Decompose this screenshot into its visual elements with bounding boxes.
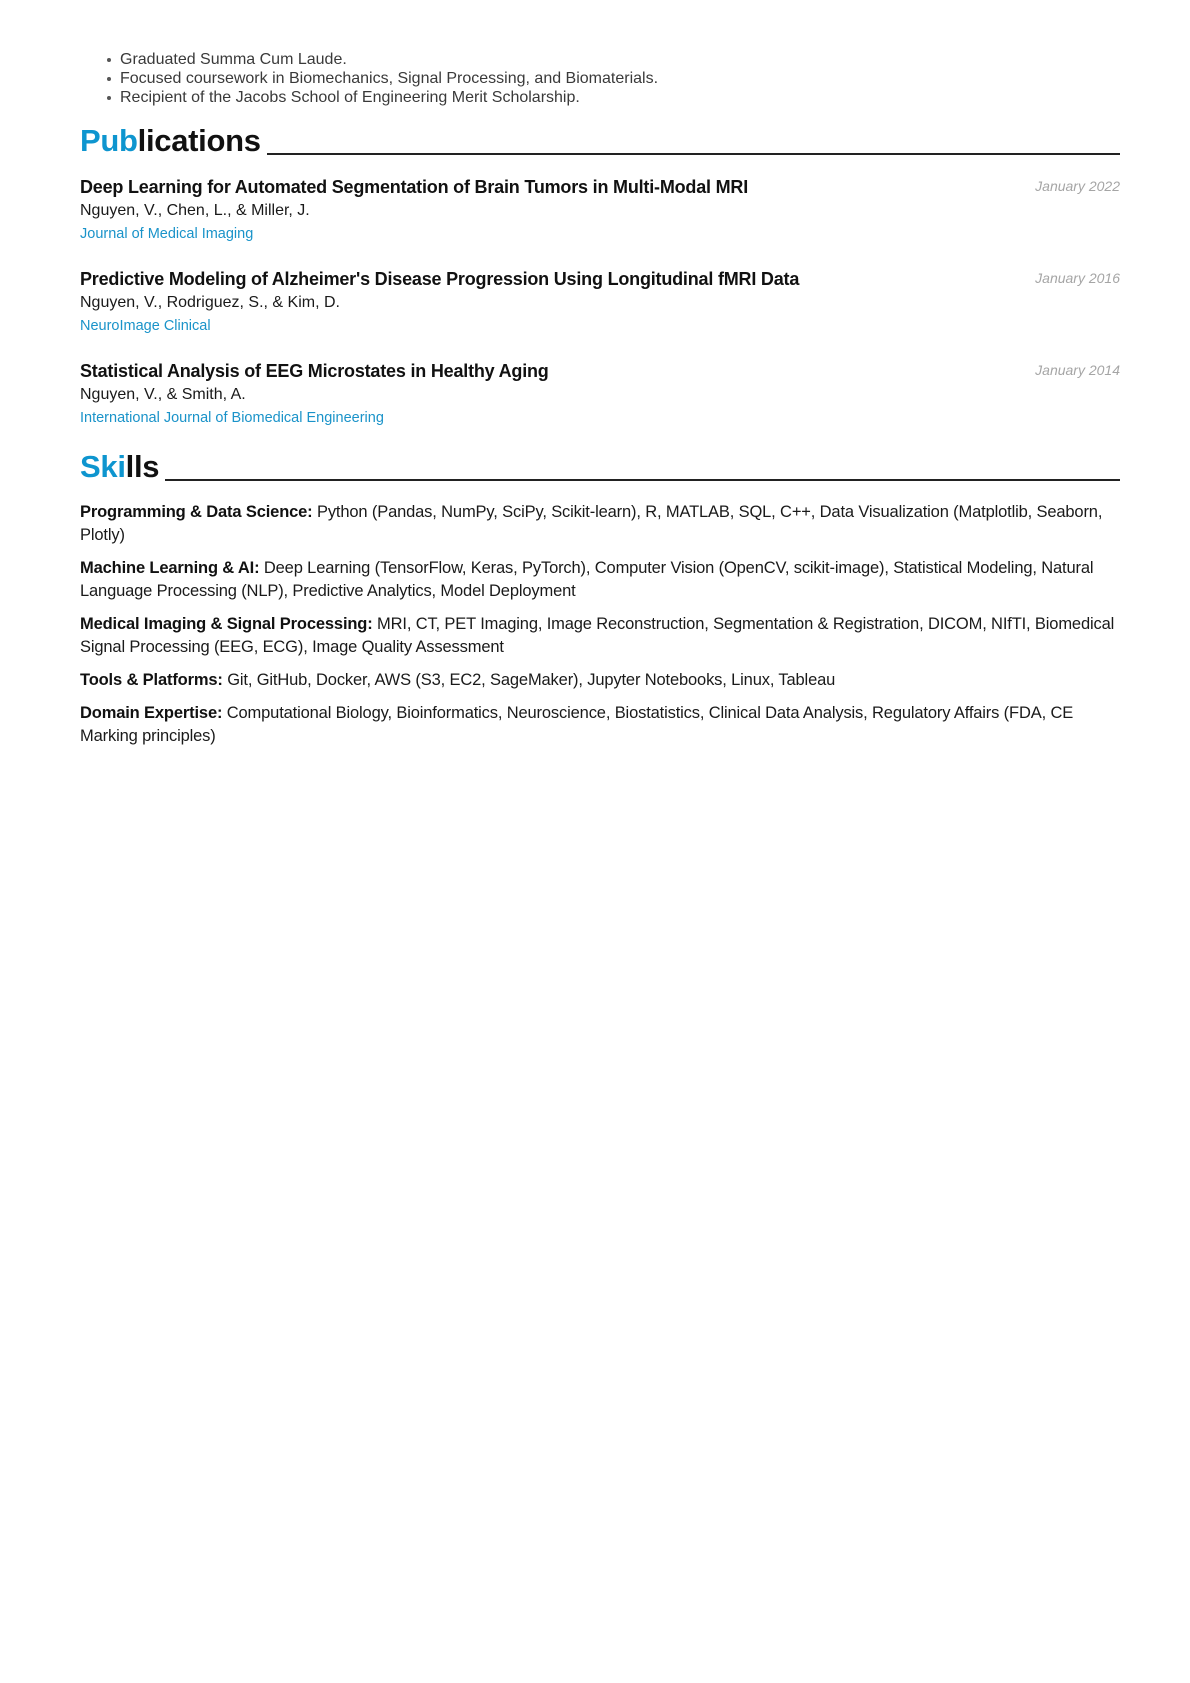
publication-title: Deep Learning for Automated Segmentation of Brain Tumors in Multi-Modal MRI — [80, 177, 749, 197]
skill-text: MRI, CT, PET Imaging, Image Reconstruction, Segmentation & Registration, DICOM, NIfTI, Biomedical Signal Processing (EEG, ECG), Image Quality Assessment — [80, 615, 1115, 656]
heading-accent: Pub — [80, 123, 138, 158]
publication-date: January 2014 — [1035, 362, 1120, 378]
skill-label: Medical Imaging & Signal Processing: — [80, 615, 373, 633]
publication-title: Statistical Analysis of EEG Microstates in Healthy Aging — [80, 361, 549, 381]
skill-text: Computational Biology, Bioinformatics, Neuroscience, Biostatistics, Clinical Data Analysis, Regulatory Affairs (FDA, CE Marking principles) — [80, 704, 1074, 745]
publication-authors: Nguyen, V., & Smith, A. — [80, 386, 246, 403]
publication-venue-link[interactable]: NeuroImage Clinical — [80, 318, 211, 334]
publication-entry — [80, 175, 1120, 245]
skills-title — [80, 447, 159, 487]
publication-entry — [80, 267, 1120, 337]
skill-label: Tools & Platforms: — [80, 671, 223, 689]
skill-text: Git, GitHub, Docker, AWS (S3, EC2, SageMaker), Jupyter Notebooks, Linux, Tableau — [227, 671, 836, 689]
heading-rest: lls — [125, 449, 160, 484]
education-bullet-list — [80, 50, 1120, 107]
publication-entry — [80, 359, 1120, 429]
publication-authors: Nguyen, V., Chen, L., & Miller, J. — [80, 202, 310, 219]
publication-date: January 2016 — [1035, 270, 1120, 286]
heading-rest: lications — [137, 123, 261, 158]
resume-page — [80, 50, 1120, 758]
skills-list — [80, 501, 1120, 748]
skill-item — [80, 501, 1120, 547]
publication-venue-link[interactable]: International Journal of Biomedical Engineering — [80, 410, 384, 426]
publications-heading — [80, 121, 1120, 161]
publications-title — [80, 121, 261, 161]
skill-label: Programming & Data Science: — [80, 503, 313, 521]
publication-date: January 2022 — [1035, 178, 1120, 194]
education-bullet: Recipient of the Jacobs School of Engineering Merit Scholarship. — [120, 88, 1120, 107]
skill-item — [80, 613, 1120, 659]
education-bullet: Graduated Summa Cum Laude. — [120, 50, 1120, 69]
skill-label: Domain Expertise: — [80, 704, 223, 722]
publication-authors: Nguyen, V., Rodriguez, S., & Kim, D. — [80, 294, 340, 311]
skills-heading — [80, 447, 1120, 487]
skill-item — [80, 702, 1120, 748]
skill-text: Deep Learning (TensorFlow, Keras, PyTorch), Computer Vision (OpenCV, scikit-image), Statistical Modeling, Natural Language Processing (NLP), Predictive Analytics, Model Deployment — [80, 559, 1094, 600]
section-divider — [267, 153, 1120, 155]
skill-item — [80, 669, 1120, 692]
heading-accent: Ski — [80, 449, 126, 484]
skill-text: Python (Pandas, NumPy, SciPy, Scikit-learn), R, MATLAB, SQL, C++, Data Visualization (Matplotlib, Seaborn, Plotly) — [80, 503, 1103, 544]
skill-item — [80, 557, 1120, 603]
education-bullet: Focused coursework in Biomechanics, Signal Processing, and Biomaterials. — [120, 69, 1120, 88]
skill-label: Machine Learning & AI: — [80, 559, 260, 577]
publication-venue-link[interactable]: Journal of Medical Imaging — [80, 226, 254, 242]
section-divider — [165, 479, 1120, 481]
publication-title: Predictive Modeling of Alzheimer's Disease Progression Using Longitudinal fMRI Data — [80, 269, 800, 289]
